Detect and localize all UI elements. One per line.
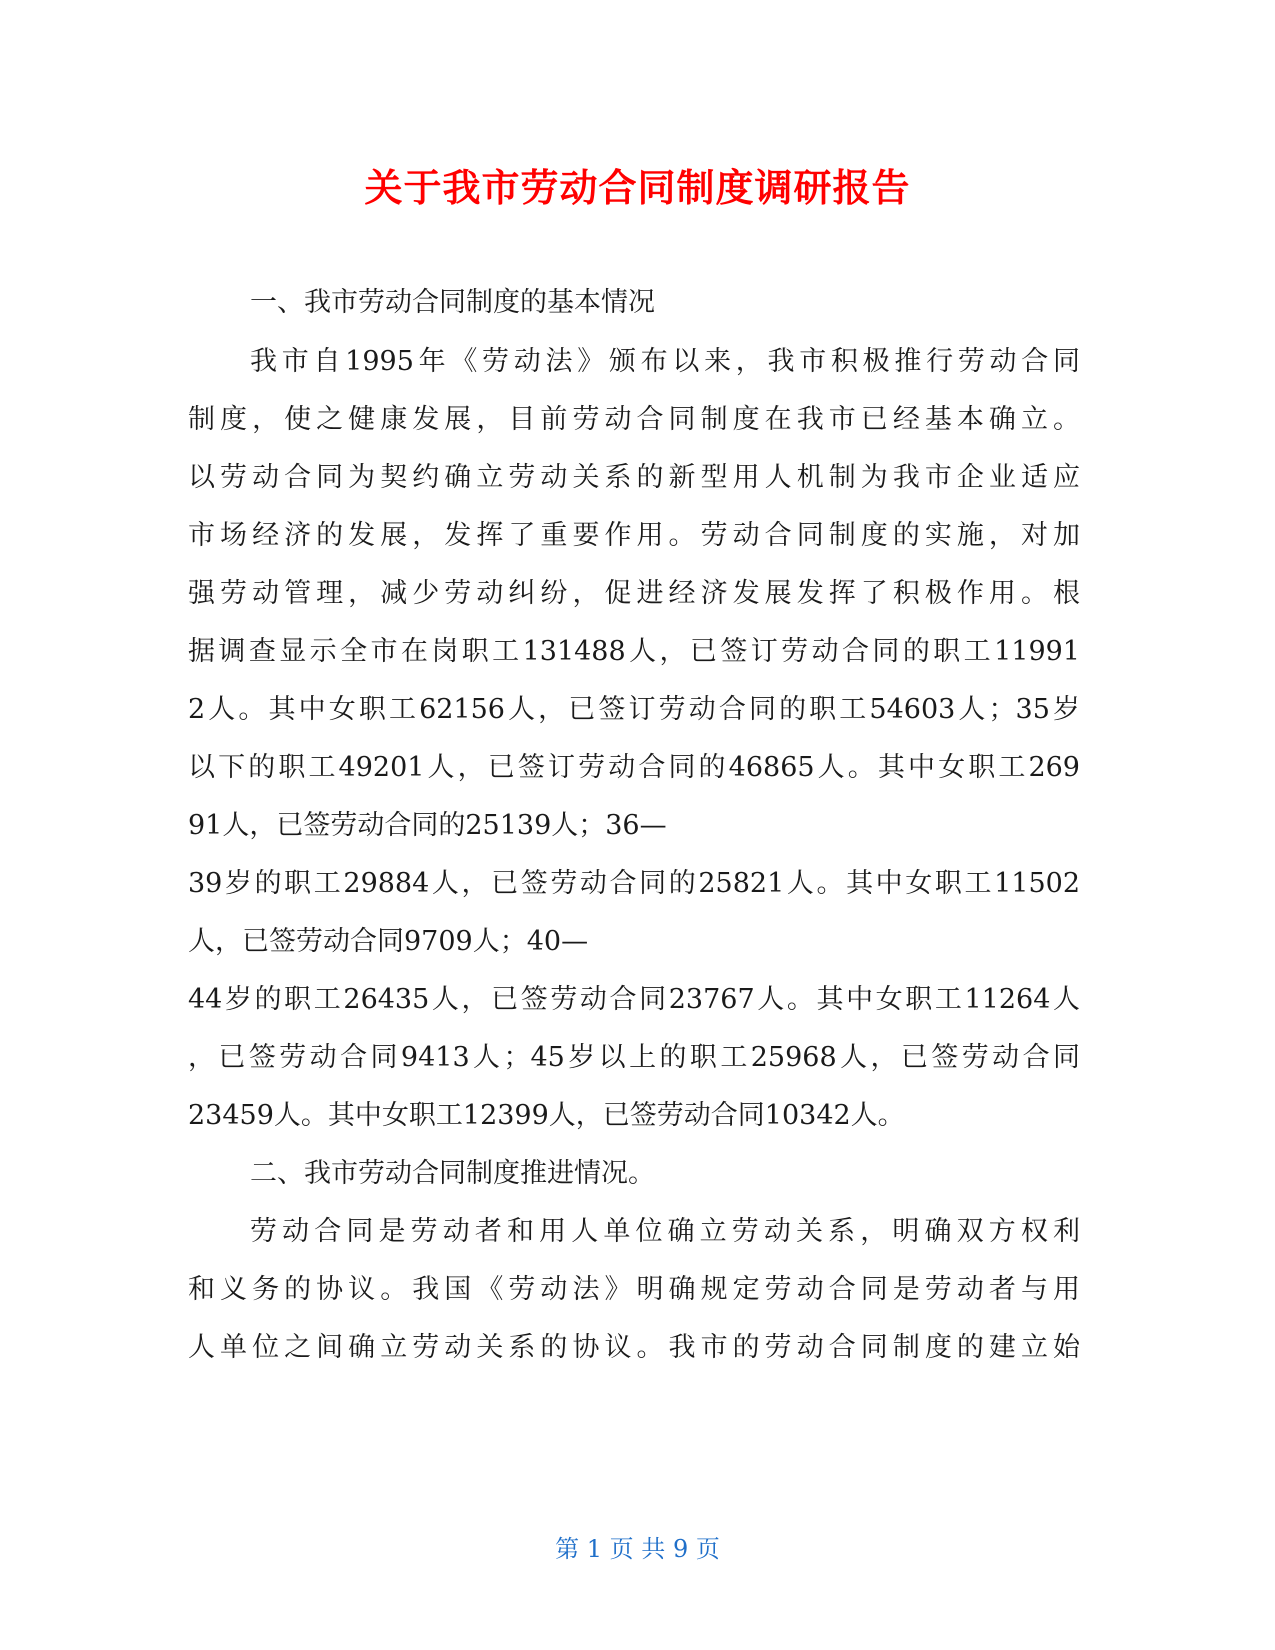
body-line: 2人。其中女职工62156人，已签订劳动合同的职工54603人；35岁 [188, 694, 1080, 725]
body-line: 制度，使之健康发展，目前劳动合同制度在我市已经基本确立。 [188, 404, 1080, 435]
body-line: 我市自1995年《劳动法》颁布以来，我市积极推行劳动合同 [250, 346, 1080, 377]
page-number: 第 1 页 共 9 页 [555, 1535, 720, 1563]
body-line: 和义务的协议。我国《劳动法》明确规定劳动合同是劳动者与用 [188, 1274, 1080, 1305]
body-line: 劳动合同是劳动者和用人单位确立劳动关系，明确双方权利 [250, 1216, 1080, 1247]
body-line: ，已签劳动合同9413人；45岁以上的职工25968人，已签劳动合同 [188, 1042, 1080, 1073]
body-line: 市场经济的发展，发挥了重要作用。劳动合同制度的实施，对加 [188, 520, 1080, 551]
body-line: 91人，已签劳动合同的25139人；36— [188, 810, 667, 841]
body-line: 23459人。其中女职工12399人，已签劳动合同10342人。 [188, 1100, 905, 1131]
section-heading-2: 二、我市劳动合同制度推进情况。 [250, 1158, 655, 1189]
body-line: 人，已签劳动合同9709人；40— [188, 926, 589, 957]
body-line: 44岁的职工26435人，已签劳动合同23767人。其中女职工11264人 [188, 984, 1080, 1015]
body-line: 据调查显示全市在岗职工131488人，已签订劳动合同的职工11991 [188, 636, 1080, 667]
body-line: 强劳动管理，减少劳动纠纷，促进经济发展发挥了积极作用。根 [188, 578, 1080, 609]
document-title: 关于我市劳动合同制度调研报告 [364, 166, 911, 210]
body-line: 人单位之间确立劳动关系的协议。我市的劳动合同制度的建立始 [188, 1332, 1080, 1363]
body-line: 以劳动合同为契约确立劳动关系的新型用人机制为我市企业适应 [188, 462, 1080, 493]
section-heading-1: 一、我市劳动合同制度的基本情况 [250, 287, 655, 318]
body-line: 39岁的职工29884人，已签劳动合同的25821人。其中女职工11502 [188, 868, 1080, 899]
body-line: 以下的职工49201人，已签订劳动合同的46865人。其中女职工269 [188, 752, 1080, 783]
